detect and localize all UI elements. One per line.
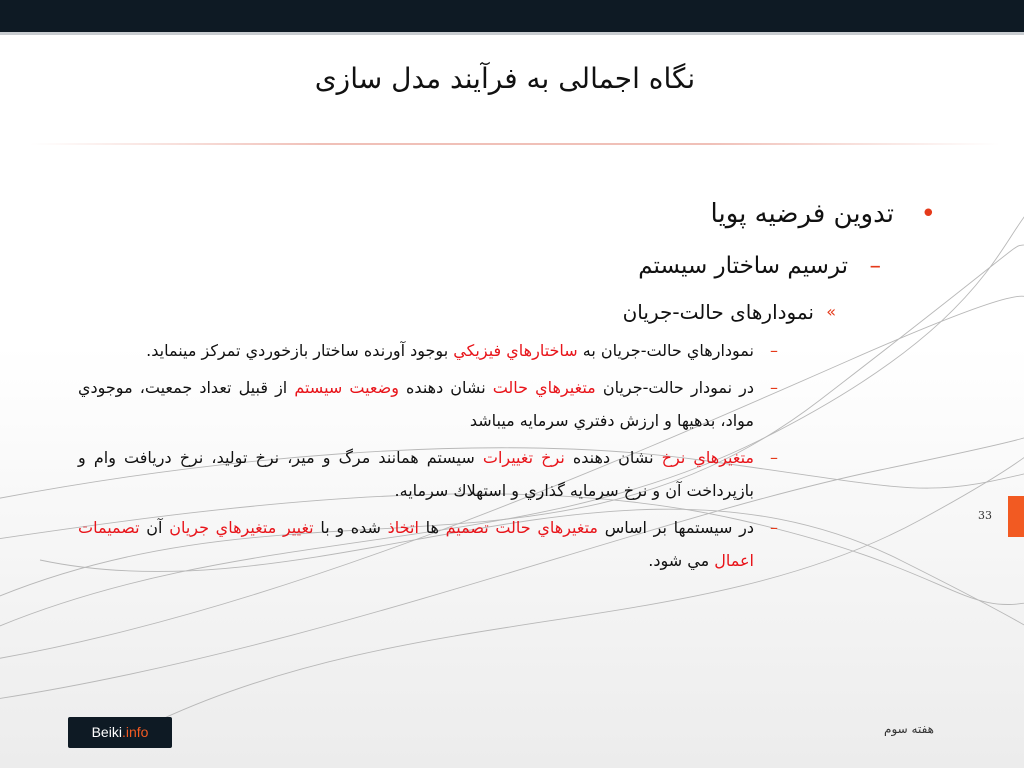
accent-tab xyxy=(1008,496,1024,537)
item-text: نشان دهنده xyxy=(564,448,662,467)
bullet-level-2-text: ترسیم ساختار سیستم xyxy=(638,253,848,279)
item-highlight: متغيرهاي حالت xyxy=(492,378,596,397)
item-text: در سيستمها بر اساس xyxy=(598,518,754,537)
list-item xyxy=(78,511,936,577)
item-highlight: متغيرهاي حالت تصميم xyxy=(445,518,598,537)
item-text: ها xyxy=(418,518,446,537)
item-highlight: تغيير متغيرهاي جريان xyxy=(169,518,314,537)
item-text: نمودارهاي حالت-جريان به xyxy=(577,341,754,360)
bullet-level-3-text: نمودارهای حالت-جریان xyxy=(622,300,814,324)
slide-number: 33 xyxy=(978,509,992,522)
item-highlight: متغيرهاي نرخ xyxy=(661,448,754,467)
title-underline xyxy=(30,143,1000,145)
bullet-dash-icon: – xyxy=(770,341,778,360)
item-text: مي شود. xyxy=(648,551,715,570)
bullet-dash-icon: – xyxy=(770,378,778,397)
item-text: سيستم همانند مرگ و مير، نرخ توليد، نرخ دريافت وام و بازپرداخت آن و نرخ سرمايه گذاري و استهلاك سرمايه. xyxy=(78,448,754,500)
bullet-dash-icon: – xyxy=(770,448,778,467)
item-text: آن xyxy=(139,518,170,537)
footer-text: هفته سوم xyxy=(884,722,934,736)
logo-ext: .info xyxy=(121,724,149,740)
list-item xyxy=(78,441,936,507)
bullet-dot-icon: • xyxy=(920,199,936,229)
bullet-dash-icon: – xyxy=(770,518,778,537)
bullet-level-1 xyxy=(78,190,936,238)
bullet-level-1-text: تدوین فرضیه پویا xyxy=(710,199,894,229)
list-item xyxy=(78,334,936,367)
bullet-chevron-icon: » xyxy=(826,302,836,321)
item-highlight: نرخ تغييرات xyxy=(482,448,565,467)
bullet-dash-icon: – xyxy=(869,253,881,279)
item-highlight: وضعيت سيستم xyxy=(294,378,399,397)
item-text: نشان دهنده xyxy=(398,378,493,397)
item-highlight: اتخاذ xyxy=(387,518,419,537)
item-text: در نمودار حالت-جريان xyxy=(595,378,755,397)
logo-main: Beiki xyxy=(91,724,122,740)
bullet-level-3 xyxy=(78,294,936,330)
item-text: بوجود آورنده ساختار بازخوردي تمركز مينمايد. xyxy=(146,341,454,360)
slide-title: نگاه اجمالی به فرآیند مدل سازی xyxy=(314,62,696,95)
slide-content xyxy=(78,190,936,577)
logo xyxy=(68,717,172,748)
item-text: شده و با xyxy=(313,518,388,537)
item-text: از قبيل تعداد جمعيت، موجودي مواد، بدهيها و ارزش دفتري سرمايه ميباشد xyxy=(78,378,754,430)
item-highlight: ساختارهاي فيزيكي xyxy=(453,341,578,360)
item-highlight: تصميمات اعمال xyxy=(78,518,754,570)
list-item xyxy=(78,371,936,437)
bullet-level-2 xyxy=(78,246,936,286)
